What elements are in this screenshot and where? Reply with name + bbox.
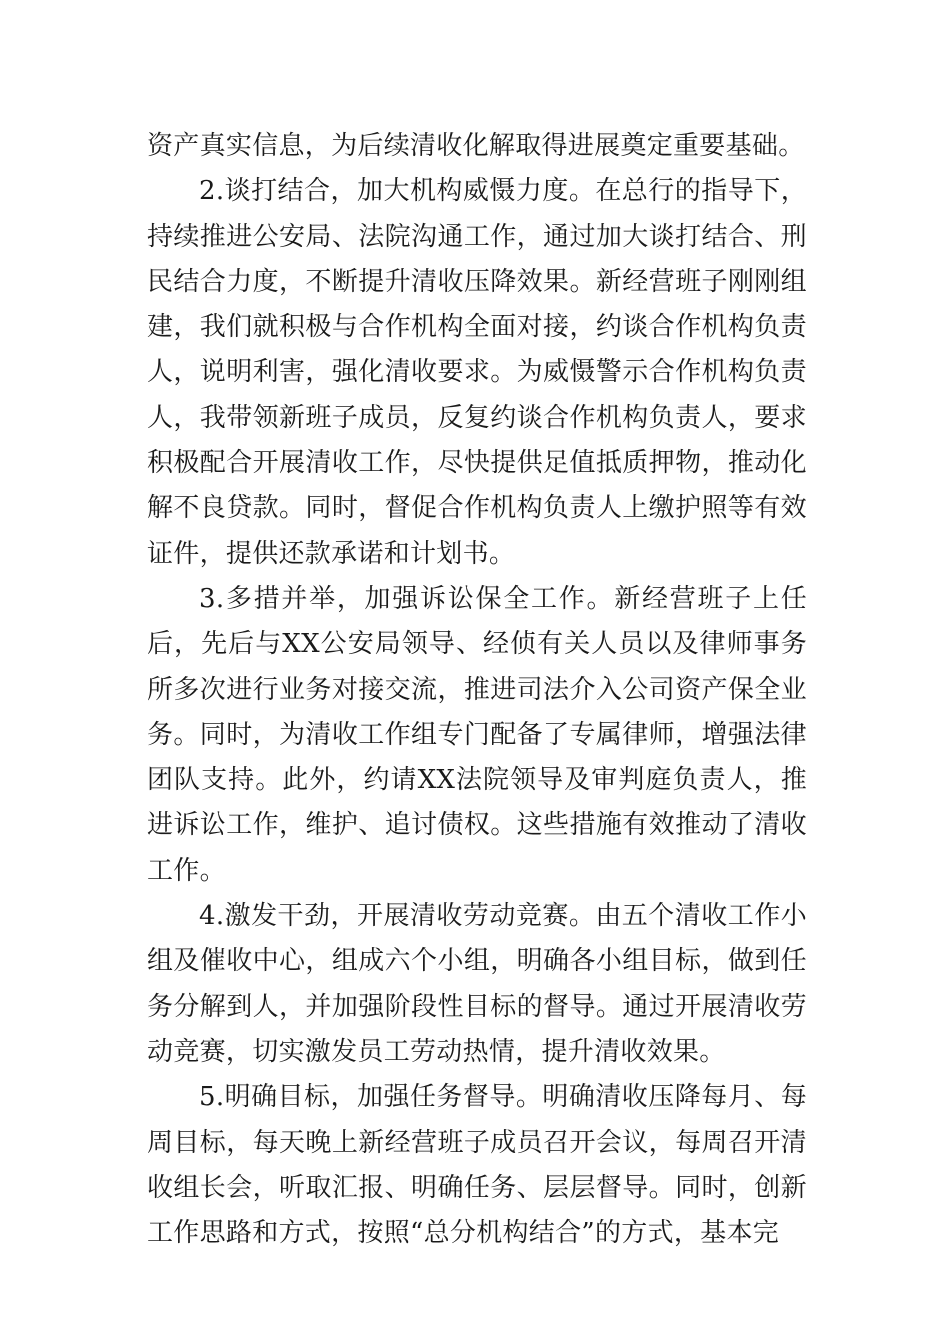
- paragraph-continued: 资产真实信息，为后续清收化解取得进展奠定重要基础。: [147, 131, 805, 161]
- paragraph-litigation-preservation: 3.多措并举，加强诉讼保全工作。新经营班子上任后，先后与XX公安局领导、经侦有关人员以及律师事务所多次进行业务对接交流，推进司法介入公司资产保全业务。同时，为清收工作组专门配备了专属律师，增强法律团队支持。此外，约请XX法院领导及审判庭负责人，推进诉讼工作，维护、追讨债权。这些措施有效推动了清收工作。: [147, 583, 807, 886]
- document-body: [147, 124, 807, 1256]
- paragraph-talks-and-crackdown: 2.谈打结合，加大机构威慑力度。在总行的指导下，持续推进公安局、法院沟通工作，通过加大谈打结合、刑民结合力度，不断提升清收压降效果。新经营班子刚刚组建，我们就积极与合作机构全面对接，约谈合作机构负责人，说明利害，强化清收要求。为威慑警示合作机构负责人，我带领新班子成员，反复约谈合作机构负责人，要求积极配合开展清收工作，尽快提供足值抵质押物，推动化解不良贷款。同时，督促合作机构负责人上缴护照等有效证件，提供还款承诺和计划书。: [147, 176, 807, 569]
- paragraph-task-supervision: 5.明确目标，加强任务督导。明确清收压降每月、每周目标，每天晚上新经营班子成员召开会议，每周召开清收组长会，听取汇报、明确任务、层层督导。同时，创新工作思路和方式，按照“总分机构结合”的方式，基本完: [147, 1082, 807, 1249]
- paragraph-labor-competition: 4.激发干劲，开展清收劳动竞赛。由五个清收工作小组及催收中心，组成六个小组，明确各小组目标，做到任务分解到人，并加强阶段性目标的督导。通过开展清收劳动竞赛，切实激发员工劳动热情，提升清收效果。: [147, 901, 807, 1067]
